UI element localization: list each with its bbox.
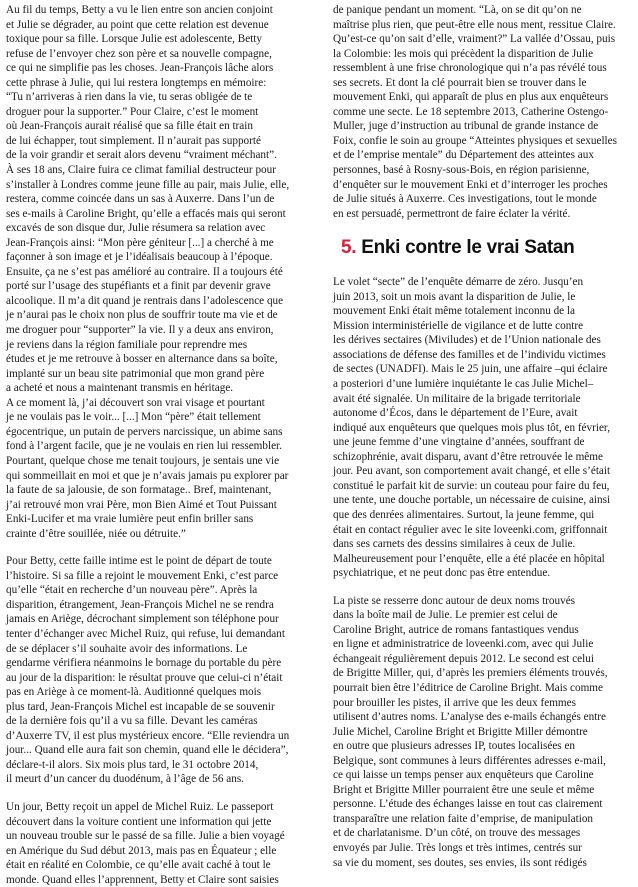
- article-paragraph: Un jour, Betty reçoit un appel de Michel Ruiz. Le passeport découvert dans la voiture contient une information qui jette un nouveau trouble sur le passé de sa fille. Julie a bien voyagé en Amérique du Sud début 2013, mais pas en Équateur ; elle était en réalité en Colombie, ce qu’elle avait caché à tout le monde. Quand elles l’apprennent, Betty et Claire sont saisies: [6, 800, 285, 886]
- section-heading: [341, 237, 630, 259]
- article-paragraph: de panique pendant un moment. “Là, on se dit qu’on ne maîtrise plus rien, que peut-être elle nous ment, ressitue Claire. Qu’est-ce qu’on sait d’elle, vraiment?” La vallée d’Ossau, puis la Colombie: les mois qui précèdent la disparition de Julie ressemblent à une frise chronologique qui n’a pas révélé tous ses secrets. Et dont la clé pourrait bien se trouver dans le mouvement Enki, qui apparaît de plus en plus aux enquêteurs comme une secte. Le 18 septembre 2013, Catherine Ostengo- Muller, juge d’instruction au tribunal de grande instance de Foix, confie le soin au groupe “Atteintes physiques et sexuelles et de l’emprise mentale” du Département des atteintes aux personnes, basé à Rosny-sous-Bois, en région parisienne, d’enquêter sur le mouvement Enki et d’interroger les proches de Julie situés à Auxerre. Ces investigations, tout le monde en est persuadé, permettront de faire éclater la vérité.: [333, 4, 617, 220]
- article-paragraph: Le volet “secte” de l’enquête démarre de zéro. Jusqu’en juin 2013, soit un mois avant la disparition de Julie, le mouvement Enki était même totalement inconnu de la Mission interministérielle de vigilance et de lutte contre les dérives sectaires (Miviludes) et de l’Union nationale des associations de défense des familles et de l’individu victimes de sectes (UNADFI). Mais le 25 juin, une affaire –qui éclaire a posteriori d’une lumière inquiétante le cas Julie Michel– avait été signalée. Un militaire de la brigade territoriale autonome d’Écos, dans le département de l’Eure, avait indiqué aux enquêteurs que quelques mois plus tôt, en février, une jeune femme d’une vingtaine d’années, souffrant de schizophrénie, avait disparu, avant d’être retrouvée le même jour. Peu avant, son comportement avait changé, et elle s’était constitué le parfait kit de survie: un couteau pour faire du feu, une tente, une douche portable, un nécessaire de cuisine, ainsi que des denrées alimentaires. Surtout, la jeune femme, qui était en contact régulier avec le site loveenki.com, griffonnait dans ses carnets des dessins similaires à ceux de Julie. Malheureusement pour l’enquête, elle a été placée en hôpital psychiatrique, et ne peut donc pas être entendue.: [333, 276, 611, 580]
- article-paragraph: La piste se resserre donc autour de deux noms trouvés dans la boîte mail de Julie. Le premier est celui de Caroline Bright, autrice de romans fantastiques vendus en ligne et administratrice de loveenki.com, avec qui Julie échangeait régulièrement depuis 2012. Le second est celui de Brigitte Miller, qui, d’après les premiers éléments trouvés, pourrait bien être l’éditrice de Caroline Bright. Mais comme pour brouiller les pistes, il arrive que les deux femmes utilisent d’autres noms. L’analyse des e-mails échangés entre Julie Michel, Caroline Bright et Brigitte Miller démontre en outre que plusieurs adresses IP, toutes localisées en Belgique, sont communes à leurs différentes adresses e-mail, ce qui laisse un temps penser aux enquêteurs que Caroline Bright et Brigitte Miller pourraient être une seule et même personne. L’étude des échanges laisse en tout cas clairement transparaître une relation faite d’emprise, de manipulation et de charlatanisme. D’un côté, on trouve des messages envoyés par Julie. Très longs et très intimes, centrés sur sa vie du moment, ses doutes, ses envies, ils sont rédigés: [333, 594, 608, 869]
- right-text-column: [333, 3, 630, 870]
- article-paragraph: Pour Betty, cette faille intime est le point de départ de toute l’histoire. Si sa fille a rejoint le mouvement Enki, c’est parce qu’elle “était en recherche d’un nouveau père”. Après la disparition, étrangement, Jean-François Michel ne se rendra jamais en Ariège, décrochant simplement son téléphone pour tenter d’échanger avec Michel Ruiz, qui refuse, lui demandant de se déplacer s’il souhaite avoir des informations. Le gendarme vérifiera néanmoins le bornage du portable du père au jour de la disparition: le résultat prouve que celui-ci n’était pas en Ariège à ce moment-là. Auditionné quelques mois plus tard, Jean-François Michel est incapable de se souvenir de la dernière fois qu’il a vu sa fille. Devant les caméras d’Auxerre TV, il est plus mystérieux encore. “Elle reviendra un jour... Quand elle aura fait son chemin, quand elle le décidera”, déclare-t-il alors. Six mois plus tard, le 31 octobre 2014, il meurt d’un cancer du duodénum, à l’âge de 56 ans.: [6, 555, 290, 786]
- article-paragraph: Au fil du temps, Betty a vu le lien entre son ancien conjoint et Julie se dégrader, au point que cette relation est devenue toxique pour sa fille. Lorsque Julie est adolescente, Betty refuse de l’envoyer chez son père et sa nouvelle compagne, ce qui ne simplifie pas les choses. Jean-François lâche alors cette phrase à Julie, qui lui restera longtemps en mémoire: “Tu n’arriveras à rien dans la vie, tu seras obligée de te droguer pour la supporter.” Pour Claire, c’est le moment où Jean-François aurait réalisé que sa fille était en train de lui échapper, tout simplement. Il n’aurait pas supporté de la voir grandir et serait alors devenu “vraiment méchant”. À ses 18 ans, Claire fuira ce climat familial destructeur pour s’installer à Londres comme jeune fille au pair, mais Julie, elle, restera, comme coincée dans un sas à Auxerre. Dans l’un de ses e-mails à Caroline Bright, qu’elle a effacés mais qui seront excavés de son disque dur, Julie résumera sa relation avec Jean-François ainsi: “Mon père géniteur [...] a cherché à me façonner à son image et je l’idéalisais beaucoup à l’époque. Ensuite, ça ne s’est pas amélioré au contraire. Il a toujours été porté sur l’usage des stupéfiants et a finit par devenir grave alcoolique. Il m’a dit quand je rentrais dans l’adolescence que je n’aurai pas le choix non plus de souffrir toute ma vie et de me droguer pour “supporter” la vie. Il y a deux ans environ, je reviens dans la région familiale pour reprendre mes études et je me retrouve à bosser en alternance dans sa boîte, implanté sur un beau site patrimonial que mon grand père a acheté et nous a maintenant transmis en héritage. A ce moment là, j’ai découvert son vrai visage et pourtant je ne voulais pas le voir... [...] Mon “père” était tellement égocentrique, un putain de pervers narcissique, un abime sans fond à l’argent facile, que je ne voulais en rien lui ressembler. Pourtant, quelque chose me tenait toujours, je sentais une vie qui sommeillait en moi et que je n’avais jamais pu explorer par la faute de sa jalousie, de son formatage.. Bref, maintenant, j’ai retrouvé mon vrai Père, mon Bien Aimé et Tout Puissant Enki-Lucifer et ma vraie lumière peut enfin briller sans crainte d’être souillée, niée ou détruite.”: [6, 4, 290, 540]
- left-text-column: [6, 3, 315, 887]
- section-number: 5.: [341, 237, 357, 259]
- section-title: Enki contre le vrai Satan: [361, 237, 575, 259]
